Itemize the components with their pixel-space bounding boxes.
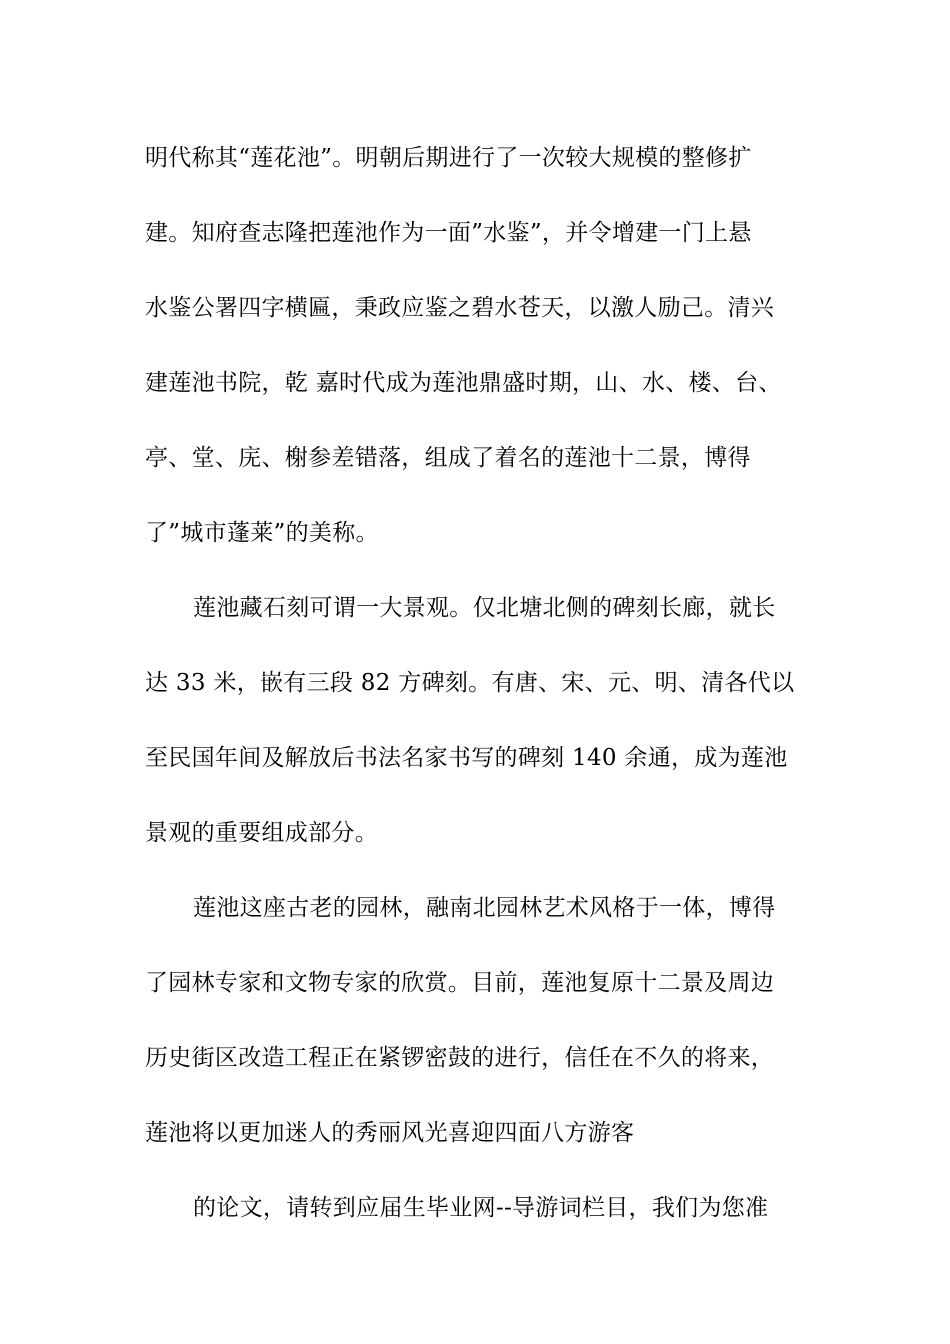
text-line: 了园林专家和文物专家的欣赏。目前，莲池复原十二景及周边: [145, 970, 775, 996]
document-body: [145, 131, 811, 1246]
text-line: 亭、堂、庑、榭参差错落，组成了着名的莲池十二景，博得: [145, 445, 751, 471]
text-line: 明代称其“莲花池”。明朝后期进行了一次较大规模的整修扩: [145, 145, 752, 171]
text-line: 了”城市蓬莱”的美称。: [145, 520, 379, 546]
paragraph-start-line: 莲池藏石刻可谓一大景观。仅北塘北侧的碑刻长廊，就长: [193, 595, 776, 621]
text-line: 水鉴公署四字横匾，秉政应鉴之碧水苍天，以激人励己。清兴: [145, 295, 775, 321]
text-line: 建。知府查志隆把莲池作为一面”水鉴”，并令增建一门上悬: [145, 220, 752, 246]
text-line: 至民国年间及解放后书法名家书写的碑刻 140 余通，成为莲池: [145, 745, 788, 771]
paragraph-start-line: 莲池这座古老的园林，融南北园林艺术风格于一体，博得: [193, 895, 776, 921]
text-line: 建莲池书院，乾 嘉时代成为莲池鼎盛时期，山、水、楼、台、: [145, 370, 782, 396]
text-line: 莲池将以更加迷人的秀丽风光喜迎四面八方游客: [145, 1120, 635, 1146]
paragraph-start-line: 的论文，请转到应届生毕业网--导游词栏目，我们为您准: [193, 1195, 769, 1221]
text-line: 历史街区改造工程正在紧锣密鼓的进行，信任在不久的将来，: [145, 1045, 775, 1071]
text-line: 达 33 米，嵌有三段 82 方碑刻。有唐、宋、元、明、清各代以: [145, 670, 795, 696]
text-line: 景观的重要组成部分。: [145, 820, 378, 846]
